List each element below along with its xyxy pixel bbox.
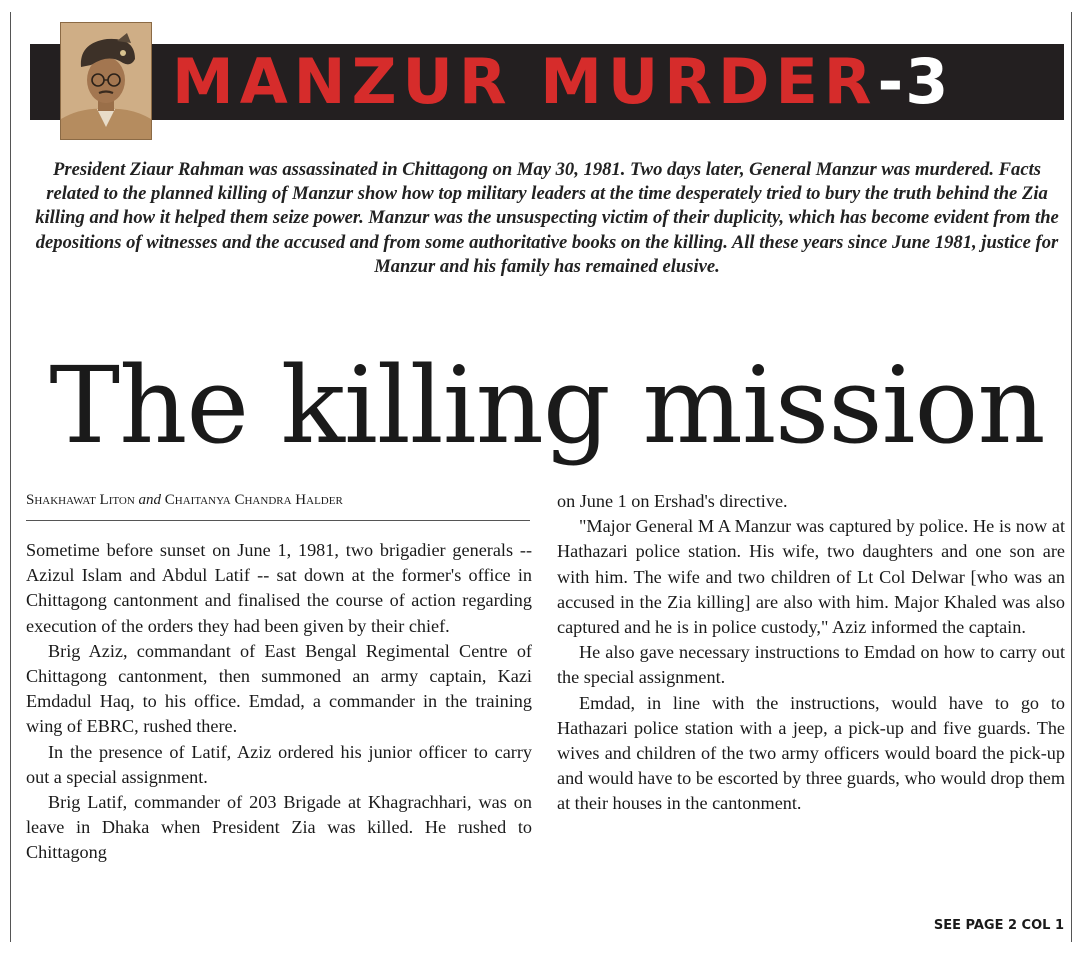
portrait-photo bbox=[60, 22, 152, 140]
paragraph: on June 1 on Ershad's directive. bbox=[557, 491, 788, 511]
right-column-rule bbox=[1071, 12, 1072, 942]
headline: The killing mission bbox=[49, 344, 1045, 467]
byline-author-2: Chaitanya Chandra Halder bbox=[164, 492, 343, 508]
paragraph: "Major General M A Manzur was captured by police. He is now at Hathazari police station. His wife, two daughters and one son are with him. The wife and two children of Lt Col Delwar [who was an accused in the Zia killing] are also with him. Major Khaled was also captured and he is in police custody," Aziz informed the captain. bbox=[557, 516, 1065, 638]
paragraph: He also gave necessary instructions to Emdad on how to carry out the special assignment. bbox=[557, 642, 1065, 688]
paragraph: Emdad, in line with the instructions, would have to go to Hathazari police station with a jeep, a pick-up and five guards. The wives and children of the two army officers would board the pick-up and would have to be escorted by three guards, who would drop them at their houses in the cantonment. bbox=[557, 692, 1065, 814]
paragraph: Brig Aziz, commandant of East Bengal Regimental Centre of Chittagong cantonment, then summoned an army captain, Kazi Emdadul Haq, to his office. Emdad, a commander in the training wing of EBRC, rushed there. bbox=[26, 640, 532, 737]
portrait-illustration bbox=[61, 23, 151, 139]
byline bbox=[26, 490, 532, 510]
jump-line: SEE PAGE 2 COL 1 bbox=[933, 918, 1064, 933]
article-column-1 bbox=[26, 538, 532, 866]
byline-author-1: Shakhawat Liton bbox=[26, 492, 135, 508]
intro-deck: President Ziaur Rahman was assassinated in Chittagong on May 30, 1981. Two days later, General Manzur was murdered. Facts related to the planned killing of Manzur show how top military leaders at the time desperately tried to bury the truth behind the Zia killing and how it helped them seize power. Manzur was the unsuspecting victim of their duplicity, which has become evident from the depositions of witnesses and the accused and from some authoritative books on the killing. All these years since June 1981, justice for Manzur and his family has remained elusive. bbox=[35, 159, 1059, 277]
series-title bbox=[172, 44, 950, 120]
paragraph: In the presence of Latif, Aziz ordered his junior officer to carry out a special assignment. bbox=[26, 741, 532, 787]
series-title-main: MANZUR MURDER bbox=[172, 45, 878, 118]
series-part-number: -3 bbox=[877, 45, 951, 118]
byline-and: and bbox=[138, 492, 162, 508]
paragraph: Sometime before sunset on June 1, 1981, two brigadier generals -- Azizul Islam and Abdul Latif -- sat down at the former's office in Chittagong cantonment and finalised the course of action regarding execution of the orders they had been given by their chief. bbox=[26, 540, 532, 636]
paragraph: Brig Latif, commander of 203 Brigade at Khagrachhari, was on leave in Dhaka when President Zia was killed. He rushed to Chittagong bbox=[26, 792, 532, 863]
article-column-2 bbox=[557, 489, 1065, 817]
byline-rule bbox=[26, 520, 530, 521]
left-column-rule bbox=[10, 12, 11, 942]
